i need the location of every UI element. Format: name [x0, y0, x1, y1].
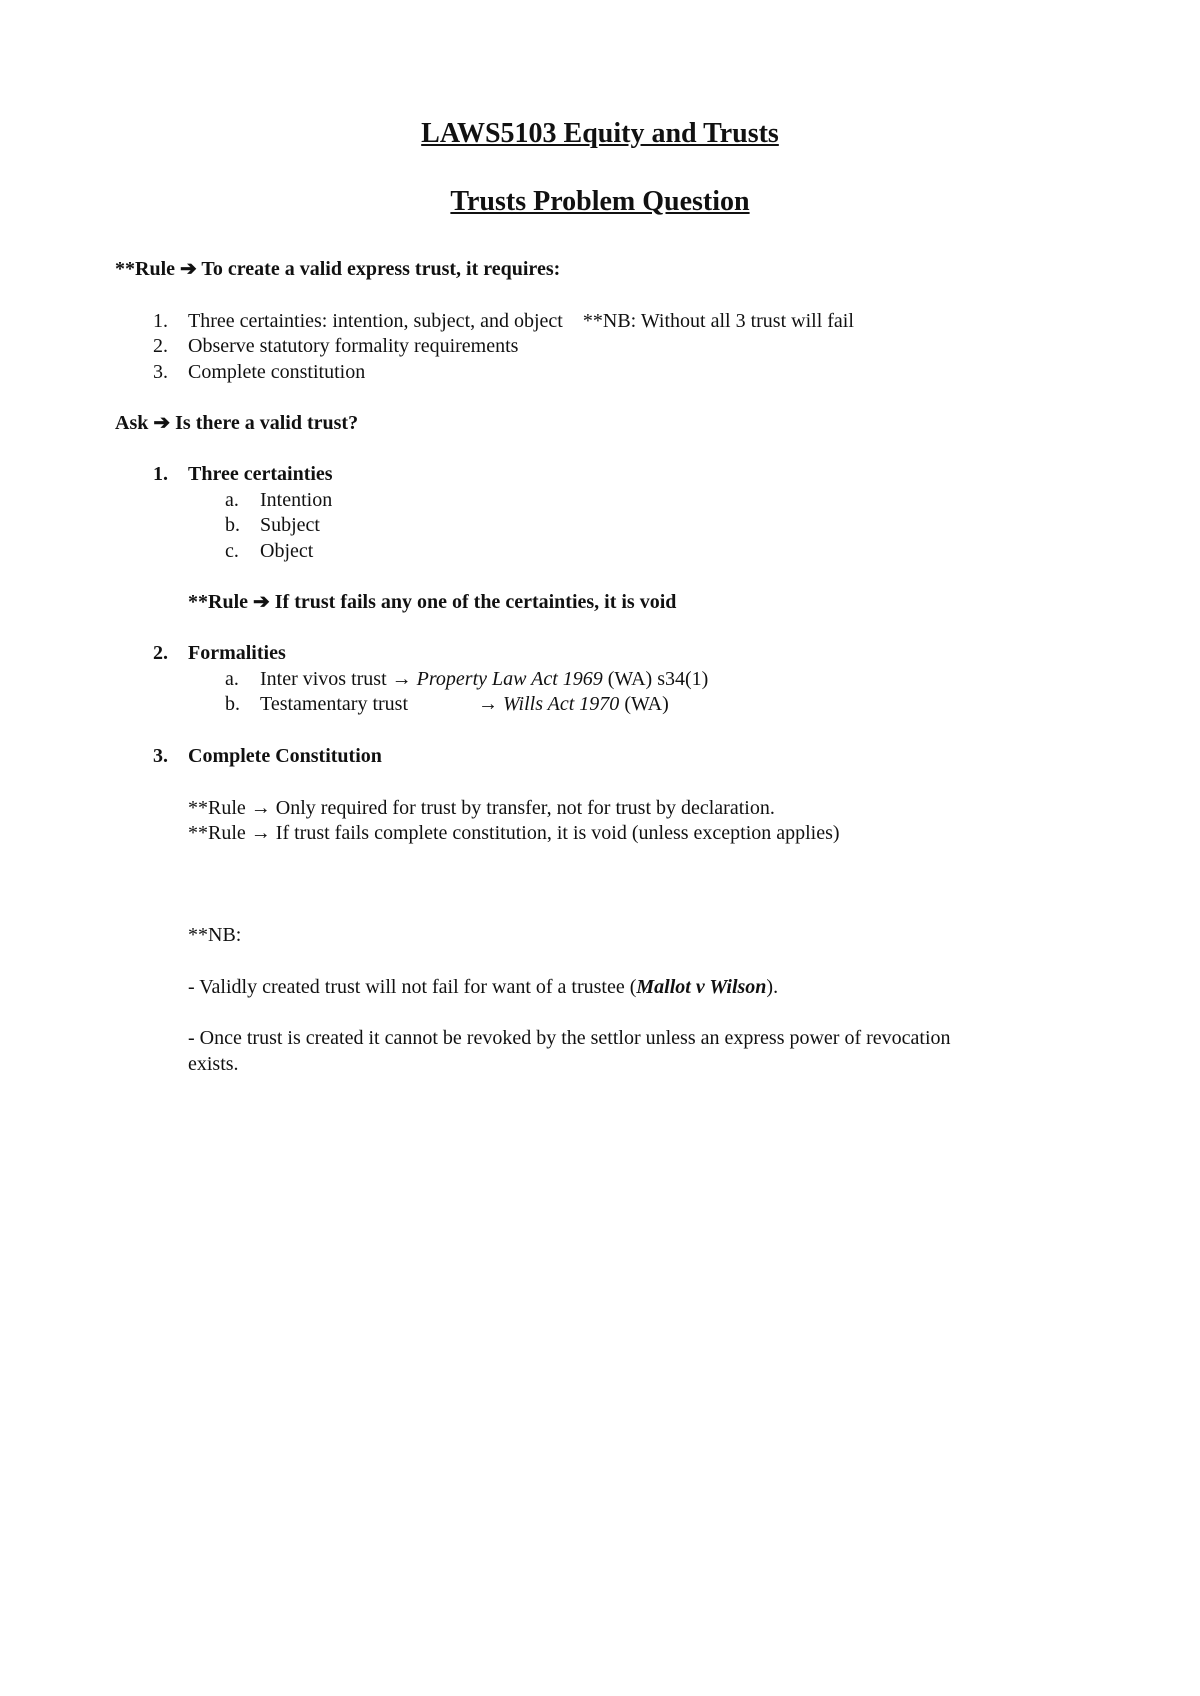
section-number: 3.	[153, 745, 168, 767]
act-name: Wills Act 1970	[503, 693, 620, 715]
item-letter: b.	[225, 514, 240, 536]
item-letter: b.	[225, 693, 240, 715]
rule-text: If trust fails any one of the certainties, it is void	[274, 591, 677, 613]
arrow-icon: ➔	[153, 412, 171, 434]
ask-text: Is there a valid trust?	[175, 412, 359, 434]
item-text: Intention	[260, 489, 333, 511]
item-label: Inter vivos trust	[260, 668, 387, 690]
thin-arrow-icon: →	[478, 693, 498, 715]
section-rule	[188, 823, 840, 843]
section-number: 2.	[153, 642, 168, 664]
section-heading: Formalities	[188, 642, 286, 664]
section-heading: Complete Constitution	[188, 745, 382, 767]
requirement-number: 1.	[153, 310, 168, 332]
nb-label: **NB:	[188, 924, 242, 946]
rule-prefix: **Rule	[188, 591, 248, 613]
rule-text: Only required for trust by transfer, not for trust by declaration.	[275, 797, 775, 819]
thin-arrow-icon: →	[391, 668, 412, 690]
requirement-text: Complete constitution	[188, 361, 366, 383]
act-name: Property Law Act 1969	[416, 668, 603, 690]
item-letter: a.	[225, 668, 239, 690]
rule-text: To create a valid express trust, it requires:	[201, 258, 561, 280]
rule-prefix: **Rule	[115, 258, 175, 280]
rule-prefix: **Rule	[188, 822, 246, 844]
ask-question	[115, 413, 358, 433]
section-rule	[188, 798, 775, 818]
rule-intro	[115, 259, 560, 279]
section-number: 1.	[153, 463, 168, 485]
item-act	[478, 694, 669, 714]
act-suffix: (WA) s34(1)	[607, 668, 709, 690]
requirement-number: 2.	[153, 335, 168, 357]
nb-point: - Once trust is created it cannot be revoked by the settlor unless an express power of revocation	[188, 1027, 951, 1049]
rule-text: If trust fails complete constitution, it is void (unless exception applies)	[275, 822, 840, 844]
section-heading: Three certainties	[188, 463, 333, 485]
thin-arrow-icon: →	[250, 797, 271, 819]
rule-prefix: **Rule	[188, 797, 246, 819]
requirement-note: **NB: Without all 3 trust will fail	[582, 310, 854, 332]
thin-arrow-icon: →	[250, 822, 271, 844]
requirement-text: Observe statutory formality requirements	[188, 335, 519, 357]
nb-text: - Validly created trust will not fail for want of a trustee (	[188, 976, 637, 998]
requirement-text	[188, 311, 854, 331]
nb-text: ).	[766, 976, 779, 998]
ask-prefix: Ask	[115, 412, 149, 434]
item-label: Testamentary trust	[260, 693, 408, 715]
item-letter: c.	[225, 540, 239, 562]
nb-point-continued: exists.	[188, 1053, 239, 1075]
item-letter: a.	[225, 489, 239, 511]
case-name: Mallot v Wilson	[636, 976, 767, 998]
item-text: Object	[260, 540, 314, 562]
act-suffix: (WA)	[624, 693, 669, 715]
item-text: Subject	[260, 514, 320, 536]
section-rule	[188, 592, 676, 612]
requirement-label: Three certainties: intention, subject, and object	[188, 310, 563, 332]
arrow-icon: ➔	[180, 258, 197, 280]
nb-point	[188, 977, 778, 997]
arrow-icon: ➔	[253, 591, 270, 613]
document-subtitle: Trusts Problem Question	[450, 186, 750, 217]
requirement-number: 3.	[153, 361, 168, 383]
document-title: LAWS5103 Equity and Trusts	[421, 118, 779, 149]
item-text	[260, 669, 708, 689]
